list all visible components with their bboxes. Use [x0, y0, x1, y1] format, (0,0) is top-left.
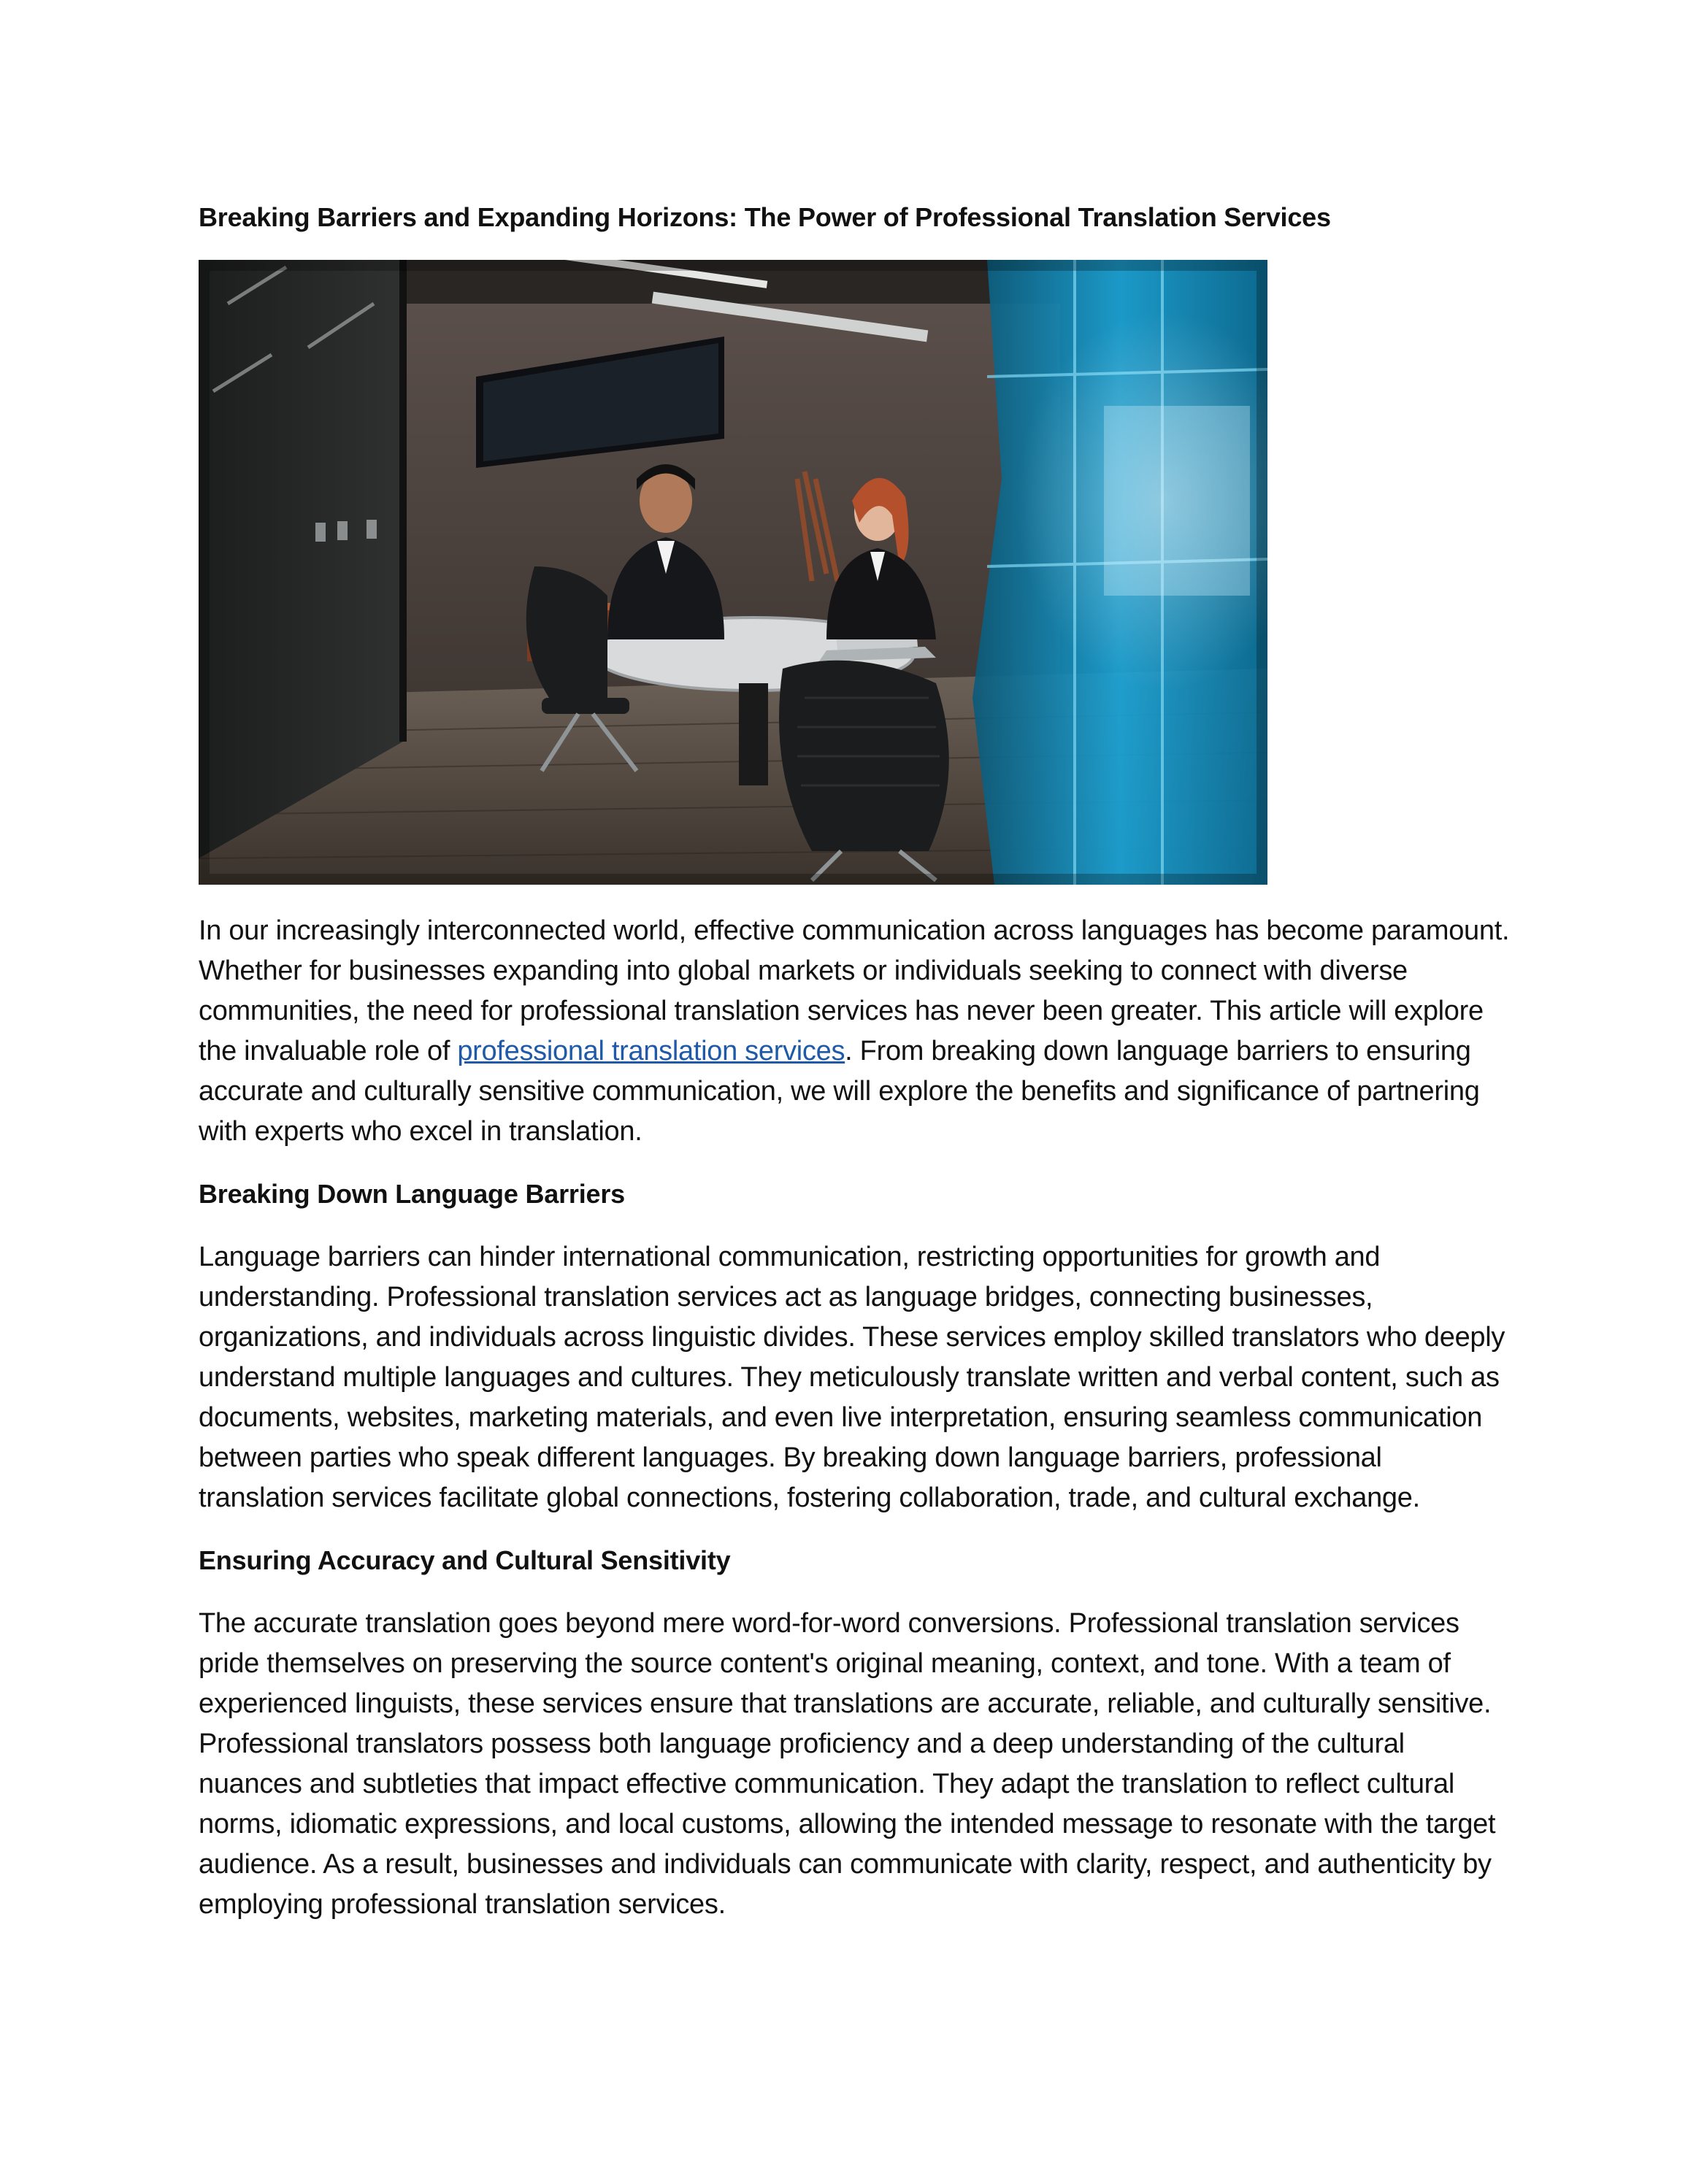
- intro-paragraph: [199, 911, 1513, 1152]
- article-photo: [199, 260, 1267, 885]
- article-title: Breaking Barriers and Expanding Horizons: The Power of Professional Translation Services: [199, 202, 1331, 232]
- section-body-accuracy: The accurate translation goes beyond mere word-for-word conversions. Professional translation services pride themselves on preserving the source content's original meaning, context, and tone. With a team of experienced linguists, these services ensure that translations are accurate, reliable, and culturally sensitive. Professional translators possess both language proficiency and a deep understanding of the cultural nuances and subtleties that impact effective communication. They adapt the translation to reflect cultural norms, idiomatic expressions, and local customs, allowing the intended message to resonate with the target audience. As a result, businesses and individuals can communicate with clarity, respect, and authenticity by employing professional translation services.: [199, 1608, 1496, 1920]
- section-body-language-barriers: Language barriers can hinder international communication, restricting opportunities for growth and understanding. Professional translation services act as language bridges, connecting businesses, organizations, and individuals across linguistic divides. These services employ skilled translators who deeply understand multiple languages and cultures. They meticulously translate written and verbal content, such as documents, websites, marketing materials, and even live interpretation, ensuring seamless communication between parties who speak different languages. By breaking down language barriers, professional translation services facilitate global connections, fostering collaboration, trade, and cultural exchange.: [199, 1242, 1505, 1513]
- section-heading-accuracy: Ensuring Accuracy and Cultural Sensitivity: [199, 1545, 731, 1575]
- professional-translation-services-link[interactable]: professional translation services: [457, 1036, 845, 1066]
- intro-text-after-link: . From breaking down language barriers to ensuring accurate and culturally sensitive communication, we will explore the benefits and significance of partnering with experts who excel in translation.: [199, 1036, 1480, 1147]
- article: [199, 197, 1513, 1925]
- meeting-room-illustration: [199, 260, 1267, 885]
- intro-text-before-link: In our increasingly interconnected world, effective communication across languages has become paramount. Whether for businesses expanding into global markets or individuals seeking to connect with diverse communities, the need for professional translation services has never been greater. This article will explore the invaluable role of: [199, 915, 1510, 1066]
- section-heading-language-barriers: Breaking Down Language Barriers: [199, 1179, 625, 1209]
